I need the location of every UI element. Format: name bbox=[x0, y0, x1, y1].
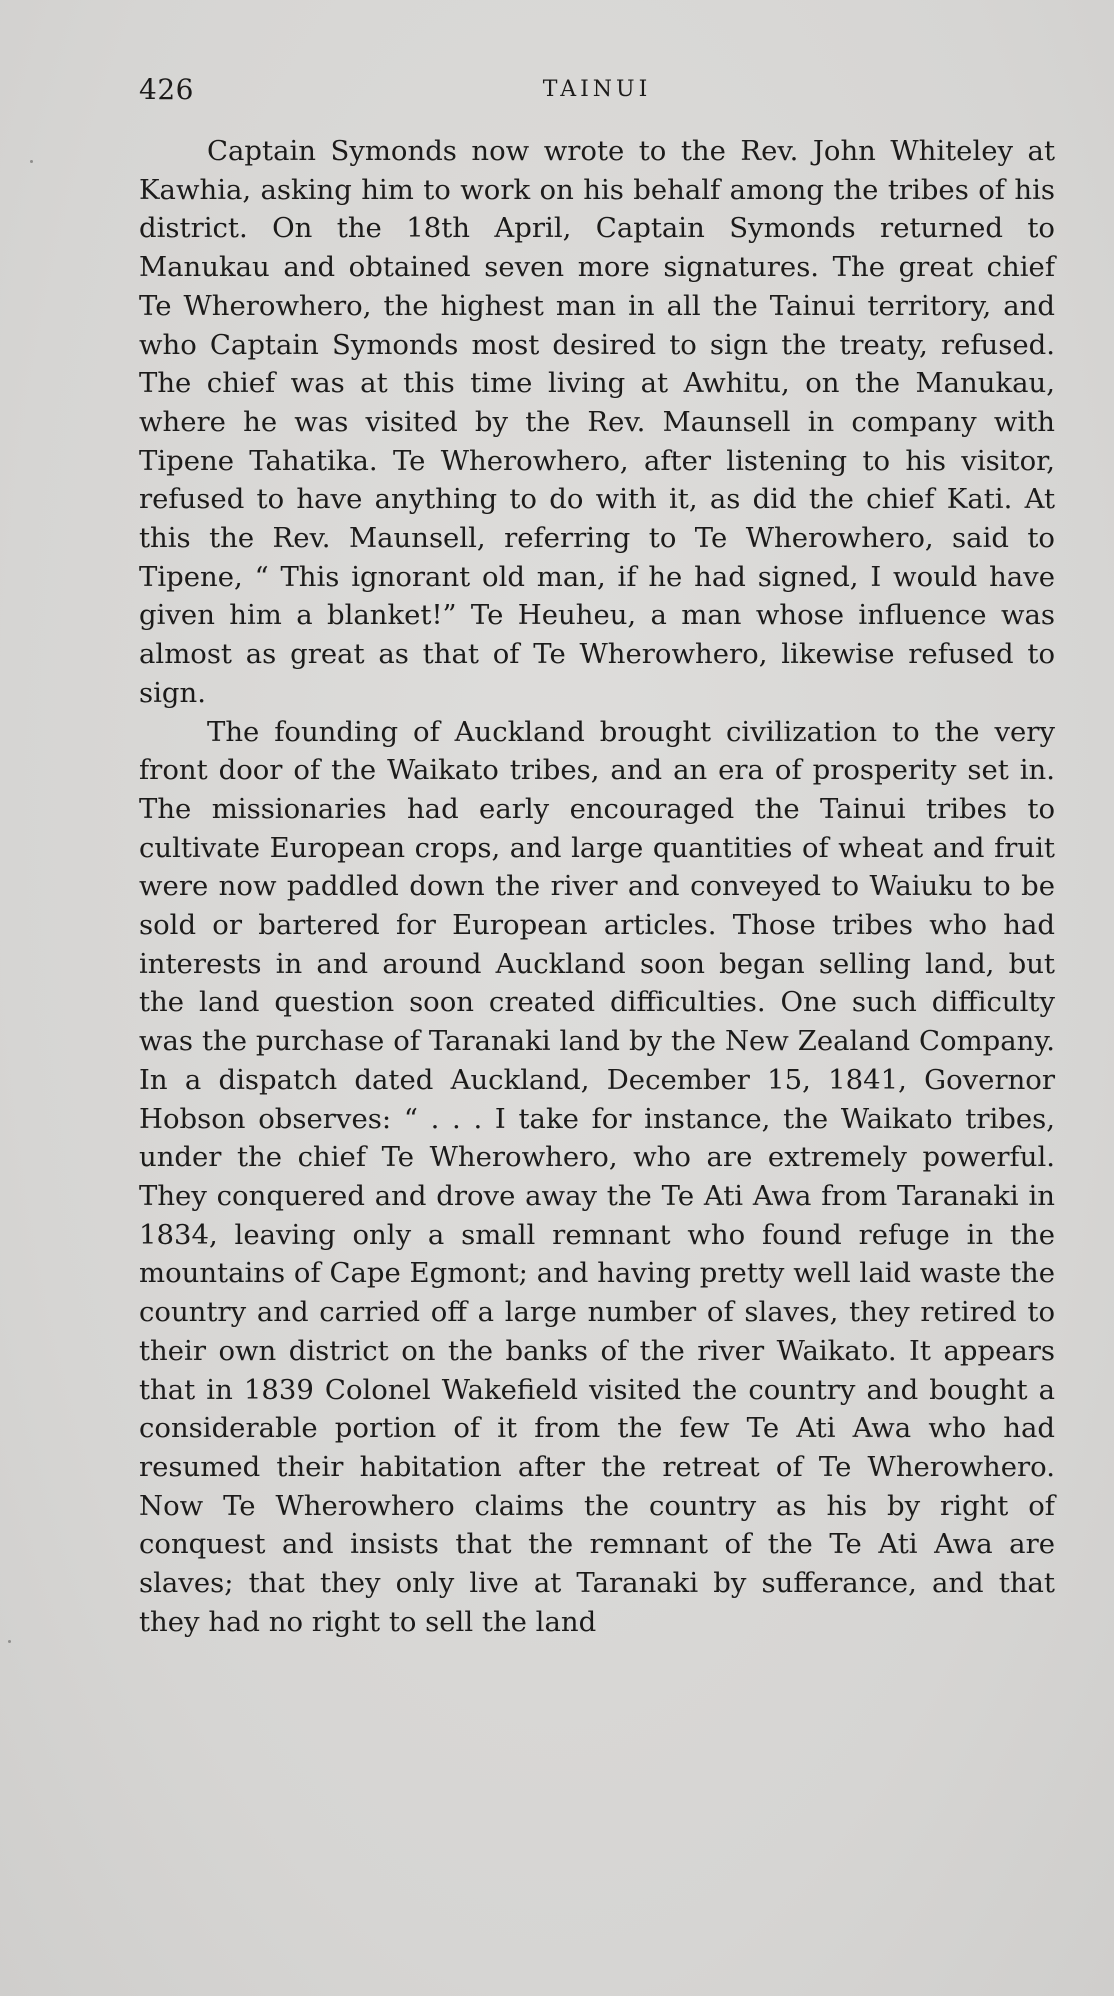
paragraph: Captain Symonds now wrote to the Rev. John Whiteley at Kawhia, asking him to work on his behalf among the tribes of his district. On the 18th April, Captain Symonds returned to Manukau and obtained seven more signatures. The great chief Te Wherowhero, the highest man in all the Tainui territory, and who Captain Symonds most desired to sign the treaty, refused. The chief was at this time living at Awhitu, on the Manukau, where he was visited by the Rev. Maunsell in company with Tipene Tahatika. Te Wherowhero, after listening to his visitor, refused to have anything to do with it, as did the chief Kati. At this the Rev. Maunsell, referring to Te Wherowhero, said to Tipene, “ This ignorant old man, if he had signed, I would have given him a blanket!” Te Heuheu, a man whose influence was almost as great as that of Te Wherowhero, likewise refused to sign. bbox=[139, 135, 1055, 709]
running-head: TAINUI bbox=[542, 77, 652, 102]
paragraph: The founding of Auckland brought civilization to the very front door of the Waikato tribes, and an era of prosperity set in. The missionaries had early encouraged the Tainui tribes to cultivate European crops, and large quantities of wheat and fruit were now paddled down the river and conveyed to Waiuku to be sold or bartered for European articles. Those tribes who had interests in and around Auckland soon began selling land, but the land question soon created difficulties. One such difficulty was the purchase of Taranaki land by the New Zealand Company. In a dispatch dated Auckland, December 15, 1841, Governor Hobson observes: “ . . . I take for instance, the Waikato tribes, under the chief Te Wherowhero, who are extremely powerful. They conquered and drove away the Te Ati Awa from Taranaki in 1834, leaving only a small remnant who found refuge in the mountains of Cape Egmont; and having pretty well laid waste the country and carried off a large number of slaves, they retired to their own district on the banks of the river Waikato. It appears that in 1839 Colonel Wakefield visited the country and bought a considerable portion of it from the few Te Ati Awa who had resumed their habitation after the retreat of Te Wherowhero. Now Te Wherowhero claims the country as his by right of conquest and insists that the remnant of the Te Ati Awa are slaves; that they only live at Taranaki by sufferance, and that they had no right to sell the land bbox=[139, 715, 1055, 1638]
paper-speck bbox=[30, 160, 33, 163]
body-text bbox=[139, 132, 1055, 1641]
page-header bbox=[139, 64, 1055, 116]
paper-speck bbox=[8, 1640, 11, 1643]
page-number: 426 bbox=[139, 73, 194, 106]
